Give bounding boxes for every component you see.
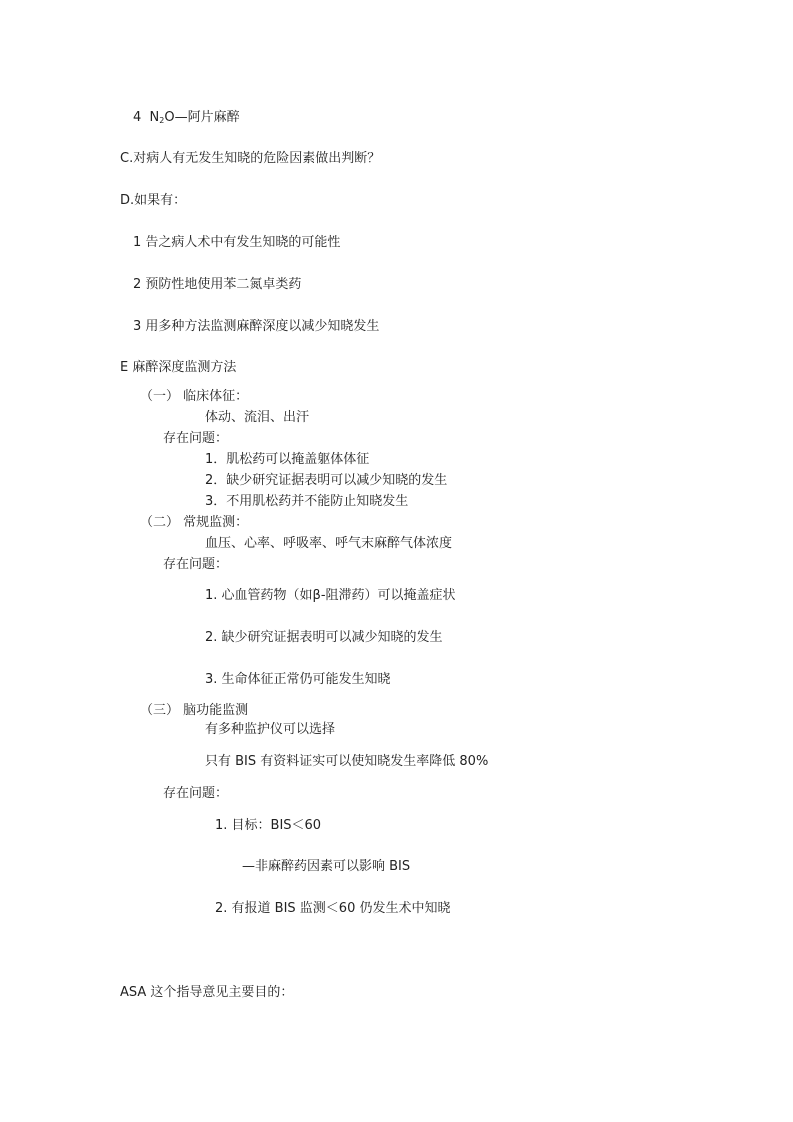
section-3-heading: （三） 脑功能监测 [140, 703, 249, 718]
item-e: E 麻醉深度监测方法 [120, 360, 237, 375]
section-3-problems-label: 存在问题： [163, 786, 229, 801]
section-2-problems-label: 存在问题： [163, 557, 229, 572]
section-2-items: 血压、心率、呼吸率、呼气末麻醉气体浓度 [205, 536, 453, 551]
section-3-problem-2: 2. 有报道 BIS 监测＜60 仍发生术中知晓 [215, 901, 451, 916]
section-1-heading: （一） 临床体征： [140, 389, 249, 404]
n2o-prefix: N [149, 110, 160, 125]
section-1-problem-2: 2．缺少研究证据表明可以减少知晓的发生 [205, 473, 448, 488]
list-number: 4 [133, 110, 142, 125]
section-2-problem-2: 2. 缺少研究证据表明可以减少知晓的发生 [205, 630, 443, 645]
item-d: D.如果有： [120, 193, 187, 208]
item-d3: 3 用多种方法监测麻醉深度以减少知晓发生 [133, 319, 380, 334]
section-3-problem-1-note: —非麻醉药因素可以影响 BIS [242, 859, 411, 874]
section-2-problem-1: 1. 心血管药物（如β-阻滞药）可以掩盖症状 [205, 588, 456, 603]
section-2-problem-3: 3. 生命体征正常仍可能发生知晓 [205, 672, 391, 687]
section-3-line-1: 有多种监护仪可以选择 [205, 722, 336, 737]
section-1-problems-label: 存在问题： [163, 431, 229, 446]
item-c: C.对病人有无发生知晓的危险因素做出判断？ [120, 151, 381, 166]
section-3-problem-1: 1. 目标：BIS＜60 [215, 818, 322, 833]
item-d2: 2 预防性地使用苯二氮卓类药 [133, 277, 302, 292]
section-1-problem-3: 3．不用肌松药并不能防止知晓发生 [205, 494, 409, 509]
section-1-signs: 体动、流泪、出汗 [205, 410, 310, 425]
section-1-problem-1: 1．肌松药可以掩盖躯体体征 [205, 452, 370, 467]
section-2-heading: （二） 常规监测： [140, 515, 249, 530]
section-3-line-2: 只有 BIS 有资料证实可以使知晓发生率降低 80% [205, 754, 489, 769]
n2o-subscript: 2 [159, 116, 165, 125]
n2o-suffix: O—阿片麻醉 [164, 110, 240, 125]
asa-purpose-heading: ASA 这个指导意见主要目的： [120, 985, 294, 1000]
line-n2o-opioid [133, 110, 240, 129]
item-d1: 1 告之病人术中有发生知晓的可能性 [133, 235, 341, 250]
